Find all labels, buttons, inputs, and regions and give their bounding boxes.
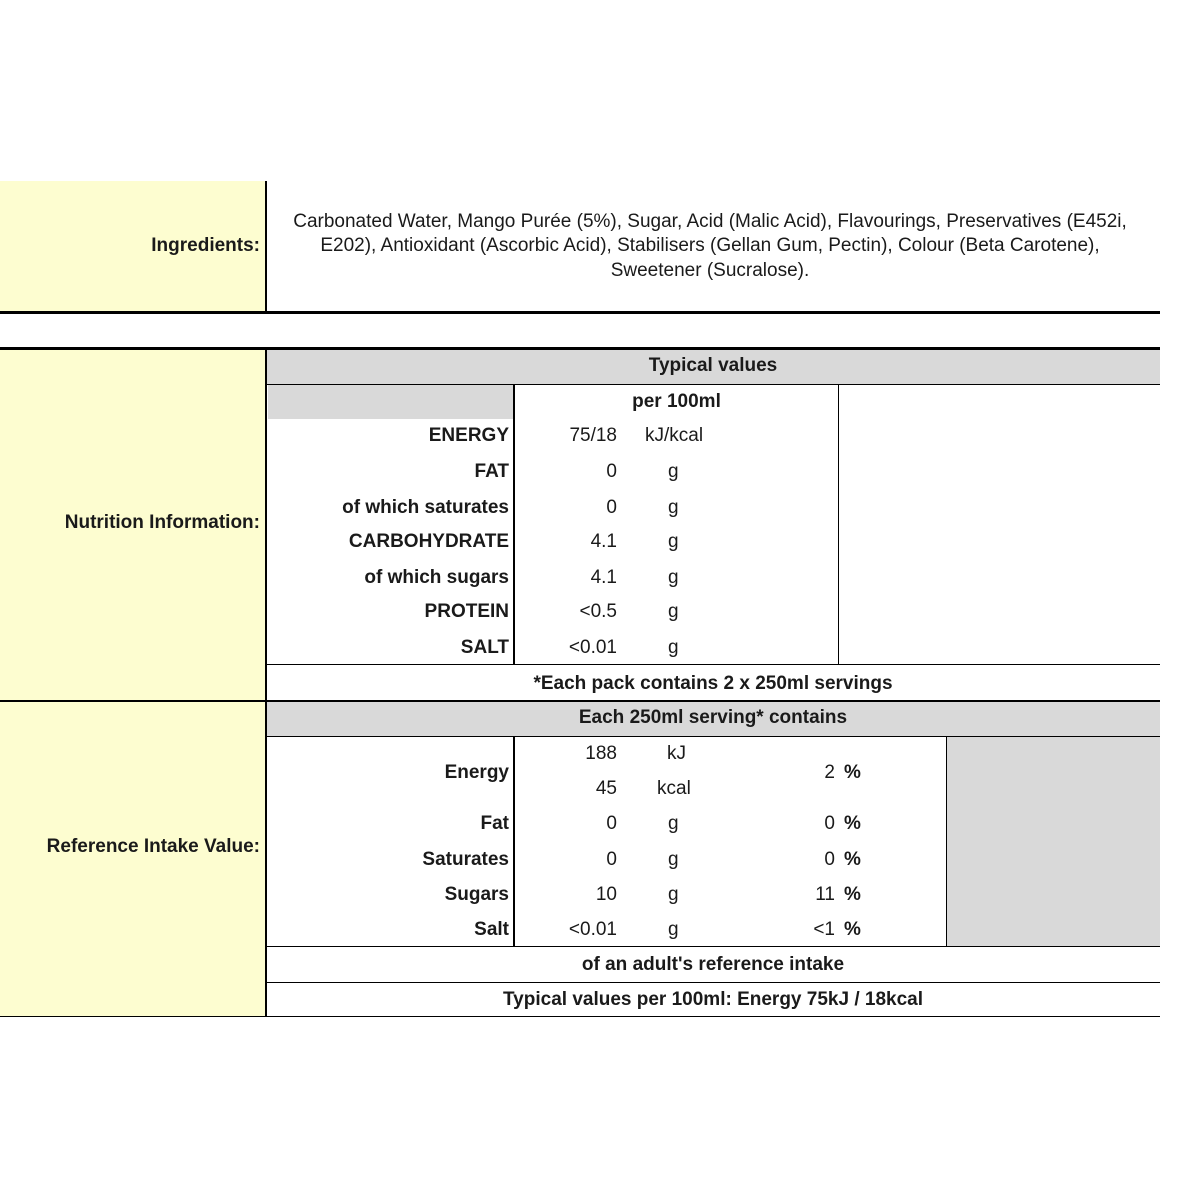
ri-energy-percent-sign: % — [844, 762, 861, 783]
ri-name-sugars: Sugars — [444, 884, 509, 905]
nutrient-value-energy: 75/18 — [569, 425, 617, 446]
ri-percent-sign-fat: % — [844, 813, 861, 834]
ri-energy-kj-unit: kJ — [667, 743, 686, 764]
ri-value-sugars: 10 — [595, 884, 617, 905]
nutrient-name-carbohydrate: CARBOHYDRATE — [348, 531, 509, 552]
reference-label-cell — [0, 700, 266, 1017]
ingredients-bottom-rule — [0, 311, 1160, 314]
ri-percent-fat: 0 — [824, 813, 835, 834]
pack-servings-note: *Each pack contains 2 x 250ml servings — [533, 673, 893, 694]
per-100ml-header: per 100ml — [632, 391, 721, 412]
serving-header: Each 250ml serving* contains — [578, 707, 848, 728]
nutrient-value-fat: 0 — [606, 461, 617, 482]
nutrient-value-saturates: 0 — [606, 497, 617, 518]
ri-unit-saturates: g — [668, 849, 679, 870]
nutrition-right-column-divider — [838, 384, 839, 664]
ri-percent-salt: <1 — [813, 919, 835, 940]
ri-value-saturates: 0 — [606, 849, 617, 870]
ri-name-saturates: Saturates — [422, 849, 509, 870]
adult-reference-note: of an adult's reference intake — [581, 954, 845, 975]
reference-label: Reference Intake Value: — [46, 836, 260, 857]
ri-percent-sign-saturates: % — [844, 849, 861, 870]
ri-unit-sugars: g — [668, 884, 679, 905]
nutrient-name-energy: ENERGY — [428, 425, 509, 446]
nutrient-unit-protein: g — [668, 601, 679, 622]
ri-energy-percent: 2 — [824, 762, 835, 783]
nutrient-unit-carbohydrate: g — [668, 531, 679, 552]
ingredients-text-line-1: Carbonated Water, Mango Purée (5%), Sugar, Acid (Malic Acid), Flavourings, Preservatives (E452i, — [293, 211, 1127, 232]
nutrient-unit-saturates: g — [668, 497, 679, 518]
nutrient-name-protein: PROTEIN — [424, 601, 509, 622]
nutrition-value-column-divider — [513, 384, 515, 664]
nutrient-name-saturates: of which saturates — [342, 497, 509, 518]
label-column-divider — [265, 347, 267, 1017]
nutrient-value-salt: <0.01 — [568, 637, 617, 658]
nutrient-unit-fat: g — [668, 461, 679, 482]
ri-name-salt: Salt — [474, 919, 509, 940]
ri-energy-kcal-value: 45 — [595, 778, 617, 799]
ri-value-salt: <0.01 — [568, 919, 617, 940]
nutrient-value-carbohydrate: 4.1 — [590, 531, 617, 552]
ri-value-fat: 0 — [606, 813, 617, 834]
nutrition-rows-bottom-rule — [266, 664, 1160, 665]
ingredients-divider — [265, 181, 267, 312]
ri-energy-kcal-unit: kcal — [657, 778, 691, 799]
reference-right-column-divider — [946, 736, 947, 947]
ri-unit-salt: g — [668, 919, 679, 940]
nutrient-value-protein: <0.5 — [579, 601, 617, 622]
nutrition-top-rule — [0, 347, 1160, 350]
reference-blank-grey-cell — [947, 737, 1160, 947]
ri-name-energy: Energy — [444, 762, 509, 783]
reference-rows-bottom-rule — [266, 946, 1160, 947]
nutrient-value-sugars: 4.1 — [590, 567, 617, 588]
reference-value-column-divider — [513, 736, 515, 947]
nutrient-name-salt: SALT — [460, 637, 509, 658]
ri-percent-sign-sugars: % — [844, 884, 861, 905]
typical-values-header: Typical values — [648, 355, 778, 376]
serving-header-bottom-rule — [266, 736, 1160, 737]
table-bottom-rule — [0, 1016, 1160, 1017]
nutrient-unit-salt: g — [668, 637, 679, 658]
typical-header-bottom-rule — [266, 384, 1160, 385]
ri-percent-sugars: 11 — [815, 884, 835, 905]
ri-percent-sign-salt: % — [844, 919, 861, 940]
nutrition-blank-grey-cell — [268, 385, 514, 419]
nutrient-unit-energy: kJ/kcal — [645, 425, 704, 446]
ri-percent-saturates: 0 — [824, 849, 835, 870]
ingredients-label: Ingredients: — [151, 235, 260, 256]
typical-energy-note: Typical values per 100ml: Energy 75kJ / 18kcal — [502, 989, 923, 1010]
ingredients-text-line-3: Sweetener (Sucralose). — [610, 260, 810, 281]
ri-energy-kj-value: 188 — [585, 743, 617, 764]
ri-unit-fat: g — [668, 813, 679, 834]
nutrient-unit-sugars: g — [668, 567, 679, 588]
nutrient-name-fat: FAT — [474, 461, 509, 482]
ri-name-fat: Fat — [480, 813, 509, 834]
adult-note-bottom-rule — [266, 982, 1160, 983]
reference-top-rule — [0, 700, 1160, 702]
nutrient-name-sugars: of which sugars — [364, 567, 509, 588]
nutrition-label: Nutrition Information: — [64, 512, 260, 533]
ingredients-text-line-2: E202), Antioxidant (Ascorbic Acid), Stabilisers (Gellan Gum, Pectin), Colour (Beta Carotene), — [320, 235, 1100, 256]
